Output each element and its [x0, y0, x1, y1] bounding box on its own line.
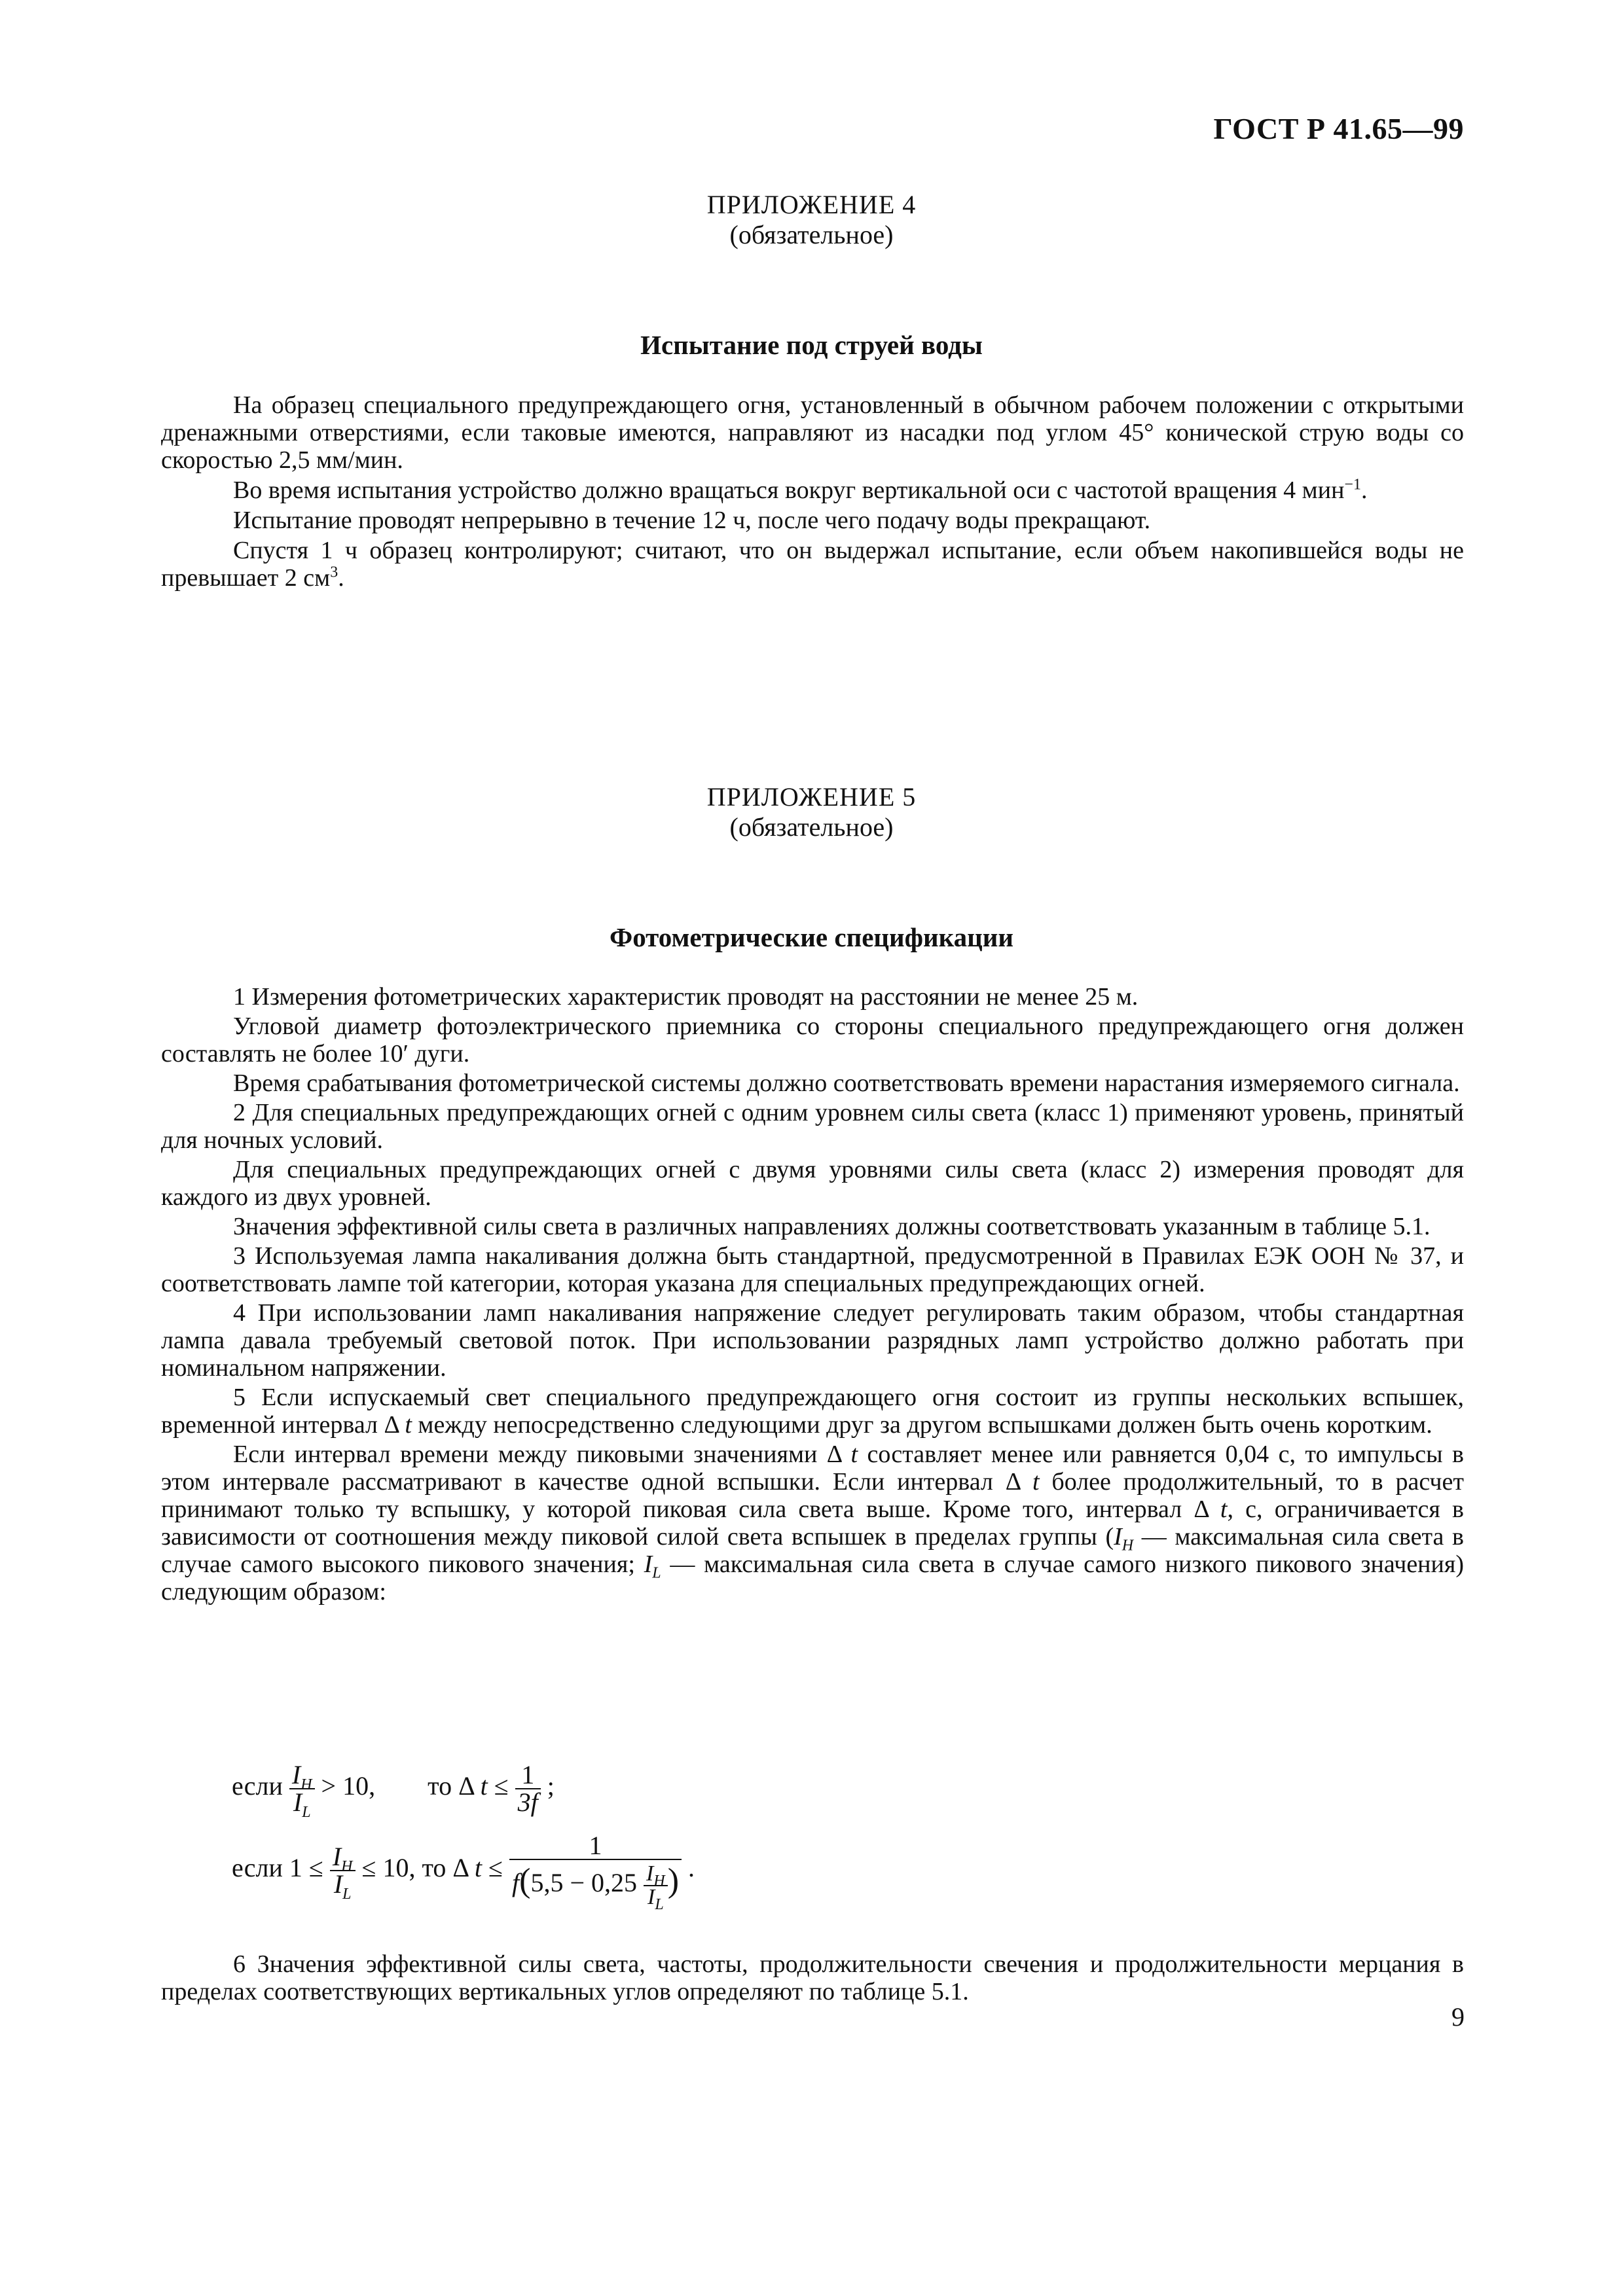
- paragraph: 3 Используемая лампа накаливания должна быть стандартной, предусмотренной в Правилах ЕЭК ООН № 37, и соответствовать лампе той категории, которая указана для специальных предупреждающих огней.: [161, 1242, 1464, 1297]
- appendix-4-status: (обязательное): [729, 220, 894, 249]
- formula-2: если 1 ≤ $\frac{I_H}{I_L}$ ≤ 10, то Δ t ≤ 1 f(5,5 − 0,25 $\frac{I_H}{I_L}$ ) .: [232, 1831, 695, 1913]
- paragraph: На образец специального предупреждающего огня, установленный в обычном рабочем положении с открытыми дренажными отверстиями, если таковые имеются, направляют из насадки под углом 45° конической струю воды со скоростью 2,5 мм/мин.: [161, 391, 1464, 474]
- paragraph: 1 Измерения фотометрических характеристик проводят на расстоянии не менее 25 м.: [233, 983, 1139, 1011]
- paragraph: Значения эффективной силы света в различных направлениях должны соответствовать указанным в таблице 5.1.: [233, 1213, 1431, 1240]
- fraction-ih-il: $\frac{I_H}{I_L}$: [330, 1844, 356, 1897]
- appendix-5-body: [161, 983, 1464, 1605]
- appendix-5-status: (обязательное): [729, 812, 894, 842]
- paragraph: Во время испытания устройство должно вращаться вокруг вертикальной оси с частотой вращения 4 мин$^{-1}$.: [233, 476, 1368, 504]
- paragraph: Если интервал времени между пиковыми значениями Δ t составляет менее или равняется 0,04 с, то импульсы в этом интервале рассматривают в качестве одной вспышки. Если интервал Δ t более продолжительный, то в расчет принимают только ту вспышку, у которой пиковая сила света выше. Кроме того, интервал Δ t, с, ограничивается в зависимости от соотношения между пиковой силой света вспышек в пределах группы ($I_H$ — максимальная сила света в случае самого высокого пикового значения; $I_L$ — максимальная сила света в случае самого низкого пикового значения) следующим образом:: [161, 1441, 1465, 1605]
- formula-1: если $\frac{I_H}{I_L}$ > 10, то Δ t ≤ $\frac{1}{3f}$ ;: [232, 1760, 555, 1821]
- appendix-4-body: [161, 391, 1464, 592]
- paragraph: Испытание проводят непрерывно в течение 12 ч, после чего подачу воды прекращают.: [233, 507, 1151, 534]
- appendix-4-title: Испытание под струей воды: [640, 330, 983, 360]
- page-number: 9: [1451, 2002, 1465, 2032]
- fraction-limit: 1 f(5,5 − 0,25 $\frac{I_H}{I_L}$ ): [509, 1833, 682, 1909]
- appendix-5-title: Фотометрические спецификации: [609, 922, 1014, 952]
- fraction-ih-il: $\frac{I_H}{I_L}$: [289, 1762, 315, 1816]
- appendix-5-heading: [0, 782, 1623, 842]
- appendix-5-label: ПРИЛОЖЕНИЕ 5: [706, 782, 917, 812]
- paragraph: 6 Значения эффективной силы света, частоты, продолжительности свечения и продолжительности мерцания в пределах соответствующих вертикальных углов определяют по таблице 5.1.: [161, 1950, 1464, 2005]
- paragraph: 2 Для специальных предупреждающих огней с одним уровнем силы света (класс 1) применяют уровень, принятый для ночных условий.: [161, 1099, 1464, 1154]
- paragraph: Угловой диаметр фотоэлектрического приемника со стороны специального предупреждающего огня должен составлять не более 10′ дуги.: [161, 1013, 1464, 1067]
- document-code: ГОСТ Р 41.65—99: [1213, 112, 1464, 145]
- paragraph: Для специальных предупреждающих огней с двумя уровнями силы света (класс 2) измерения проводят для каждого из двух уровней.: [161, 1156, 1464, 1211]
- paragraph: 4 При использовании ламп накаливания напряжение следует регулировать таким образом, чтобы стандартная лампа давала требуемый световой поток. При использовании разрядных ламп устройство должно работать при номинальном напряжении.: [161, 1299, 1464, 1382]
- fraction-1-3f: $\frac{1}{3f}$: [515, 1762, 541, 1816]
- paragraph: Время срабатывания фотометрической системы должно соответствовать времени нарастания измеряемого сигнала.: [233, 1069, 1460, 1097]
- paragraph: Спустя 1 ч образец контролируют; считают, что он выдержал испытание, если объем накопившейся воды не превышает 2 $см^3$.: [161, 537, 1464, 592]
- appendix-4-label: ПРИЛОЖЕНИЕ 4: [706, 190, 917, 219]
- fraction-ih-il-small: $\frac{I_H}{I_L}$: [644, 1863, 668, 1909]
- appendix-5-closing: [161, 1950, 1464, 2005]
- paragraph: 5 Если испускаемый свет специального предупреждающего огня состоит из группы нескольких вспышек, временной интервал Δ t между непосредственно следующими друг за другом вспышками должен быть очень коротким.: [161, 1384, 1464, 1439]
- appendix-4-heading: [0, 190, 1623, 250]
